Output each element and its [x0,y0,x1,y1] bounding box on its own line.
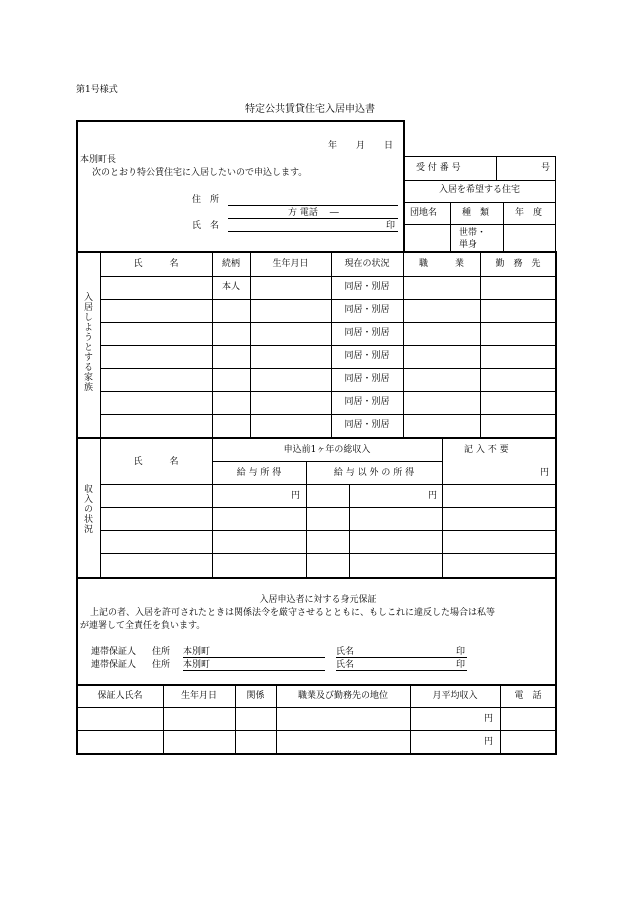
income-header-salary: 給 与 所 得 [236,468,282,478]
form-title: 特定公共賃貸住宅入居申込書 [245,104,375,115]
family-status-3[interactable]: 同居・別居 [344,328,390,338]
family-header-birthdate: 生年月日 [272,259,309,269]
guarantor1-name-underline[interactable] [336,657,467,658]
guarantor-header-name: 保証人氏名 [97,691,143,701]
family-status-2[interactable]: 同居・別居 [344,305,390,315]
complex-name-label: 団地名 [410,208,438,218]
income-no-entry: 記 入 不 要 [464,445,509,455]
applicant-seal: 印 [386,221,396,231]
family-status-7[interactable]: 同居・別居 [344,420,390,430]
family-status-5[interactable]: 同居・別居 [344,374,390,384]
guarantor-header-birthdate: 生年月日 [180,691,217,701]
date-day-label: 日 [384,141,394,151]
guarantee-text-1: 上記の者、入居を許可されたときは関係法令を厳守させるとともに、もしこれに違反した場合は私等 [90,608,496,618]
income-salary-yen: 円 [291,491,301,501]
guarantor2-town: 本別町 [183,660,211,670]
guarantor1-seal: 印 [456,647,466,657]
guarantor2-seal: 印 [456,660,466,670]
guarantor2-name-underline[interactable] [336,670,467,671]
addressee: 本別町長 [80,155,117,165]
family-header-name: 氏 名 [133,259,179,269]
family-self-relation: 本人 [221,282,240,292]
address-underline[interactable] [228,205,398,206]
guarantor2-income-yen: 円 [484,737,494,747]
guarantor1-address-label: 住所 [152,647,171,657]
guarantee-text-2: が連署して全責任を負います。 [80,621,206,631]
guarantor1-name-label: 氏名 [336,647,355,657]
guarantor2-address-label: 住所 [152,660,171,670]
household-label-2: 単身 [459,240,478,250]
guarantee-title: 入居申込者に対する身元保証 [259,595,377,605]
applicant-name-label: 氏 名 [192,221,220,231]
date-year-label: 年 [328,141,338,151]
guarantor2-address-underline[interactable] [183,670,325,671]
family-header-status: 現在の状況 [344,259,390,269]
guarantor2-name-label: 氏名 [336,660,355,670]
income-side-label: 収入の状況 [82,484,92,534]
phone-underline[interactable] [228,218,398,219]
applicant-name-underline[interactable] [228,231,398,232]
guarantor-header-relation: 関係 [246,691,265,701]
family-header-relation: 続柄 [221,259,240,269]
application-statement: 次のとおり特公賃住宅に入居したいので申込します。 [92,168,308,178]
guarantor1-label: 連帯保証人 [91,647,137,657]
family-status-1[interactable]: 同居・別居 [344,282,390,292]
guarantor1-town: 本別町 [183,647,211,657]
phone-label: 方 電話 ― [288,208,339,218]
housing-type-label: 種 類 [462,208,490,218]
address-label: 住 所 [192,195,220,205]
income-header-total: 申込前1ヶ年の総収入 [283,445,371,455]
income-header-name: 氏 名 [133,457,179,467]
family-side-label: 入居しようとする家族 [82,292,92,392]
guarantor2-label: 連帯保証人 [91,660,137,670]
family-status-4[interactable]: 同居・別居 [344,351,390,361]
form-number: 第1号様式 [76,85,118,95]
household-label-1: 世帯・ [459,228,487,238]
reception-number-suffix: 号 [541,163,551,173]
desired-housing-label: 入居を希望する住宅 [438,185,520,195]
income-header-yen: 円 [540,468,550,478]
guarantor-header-phone: 電 話 [514,691,542,701]
reception-number-label: 受 付 番 号 [416,163,461,173]
guarantor1-address-underline[interactable] [183,657,325,658]
fiscal-year-label: 年 度 [515,208,543,218]
family-status-6[interactable]: 同居・別居 [344,397,390,407]
guarantor1-income-yen: 円 [484,714,494,724]
family-header-workplace: 勤 務 先 [495,259,541,269]
income-other-yen: 円 [428,491,438,501]
guarantor-header-income: 月平均収入 [432,691,478,701]
income-header-other: 給 与 以 外 の 所 得 [333,468,415,478]
date-month-label: 月 [356,141,366,151]
family-header-occupation: 職 業 [418,259,464,269]
guarantor-header-occupation: 職業及び勤務先の地位 [297,691,388,701]
